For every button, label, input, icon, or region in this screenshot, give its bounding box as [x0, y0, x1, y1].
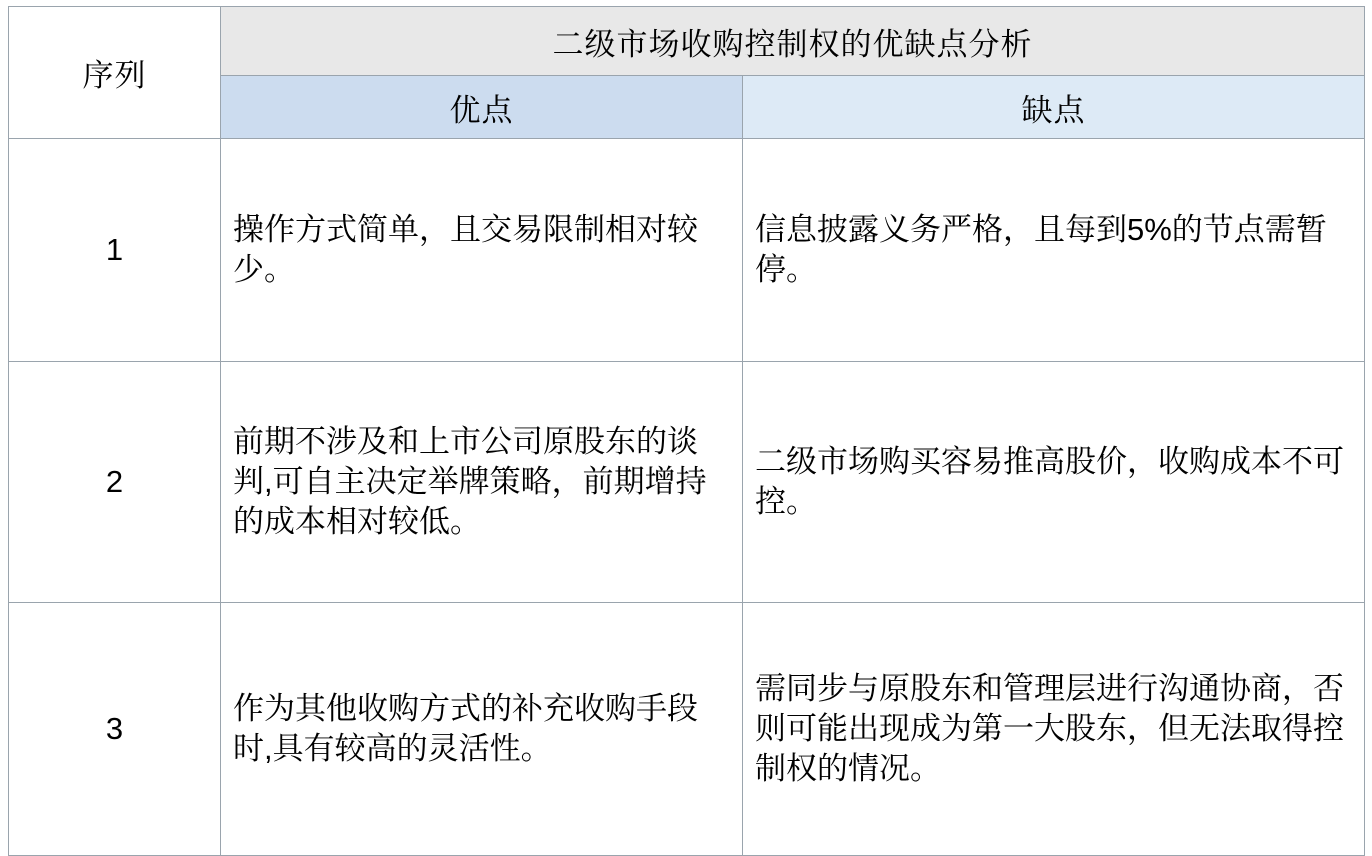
sequence-column-header: 序列: [9, 7, 221, 139]
table-row: [9, 139, 1365, 362]
row-pro-text: 作为其他收购方式的补充收购手段时,具有较高的灵活性。: [221, 603, 743, 856]
table-title: 二级市场收购控制权的优缺点分析: [221, 7, 1365, 76]
row-pro-text: 前期不涉及和上市公司原股东的谈判,可自主决定举牌策略，前期增持的成本相对较低。: [221, 362, 743, 603]
row-sequence: 1: [9, 139, 221, 362]
pros-column-header: 优点: [221, 76, 743, 139]
row-con-text: 二级市场购买容易推高股价，收购成本不可控。: [743, 362, 1365, 603]
row-sequence: 2: [9, 362, 221, 603]
row-sequence: 3: [9, 603, 221, 856]
row-con-text: 需同步与原股东和管理层进行沟通协商，否则可能出现成为第一大股东，但无法取得控制权的情况。: [743, 603, 1365, 856]
row-con-text: 信息披露义务严格，且每到5%的节点需暂停。: [743, 139, 1365, 362]
table-header-row-title: [9, 7, 1365, 76]
table-row: [9, 362, 1365, 603]
analysis-table: [8, 6, 1365, 856]
cons-column-header: 缺点: [743, 76, 1365, 139]
table-row: [9, 603, 1365, 856]
row-pro-text: 操作方式简单，且交易限制相对较少。: [221, 139, 743, 362]
